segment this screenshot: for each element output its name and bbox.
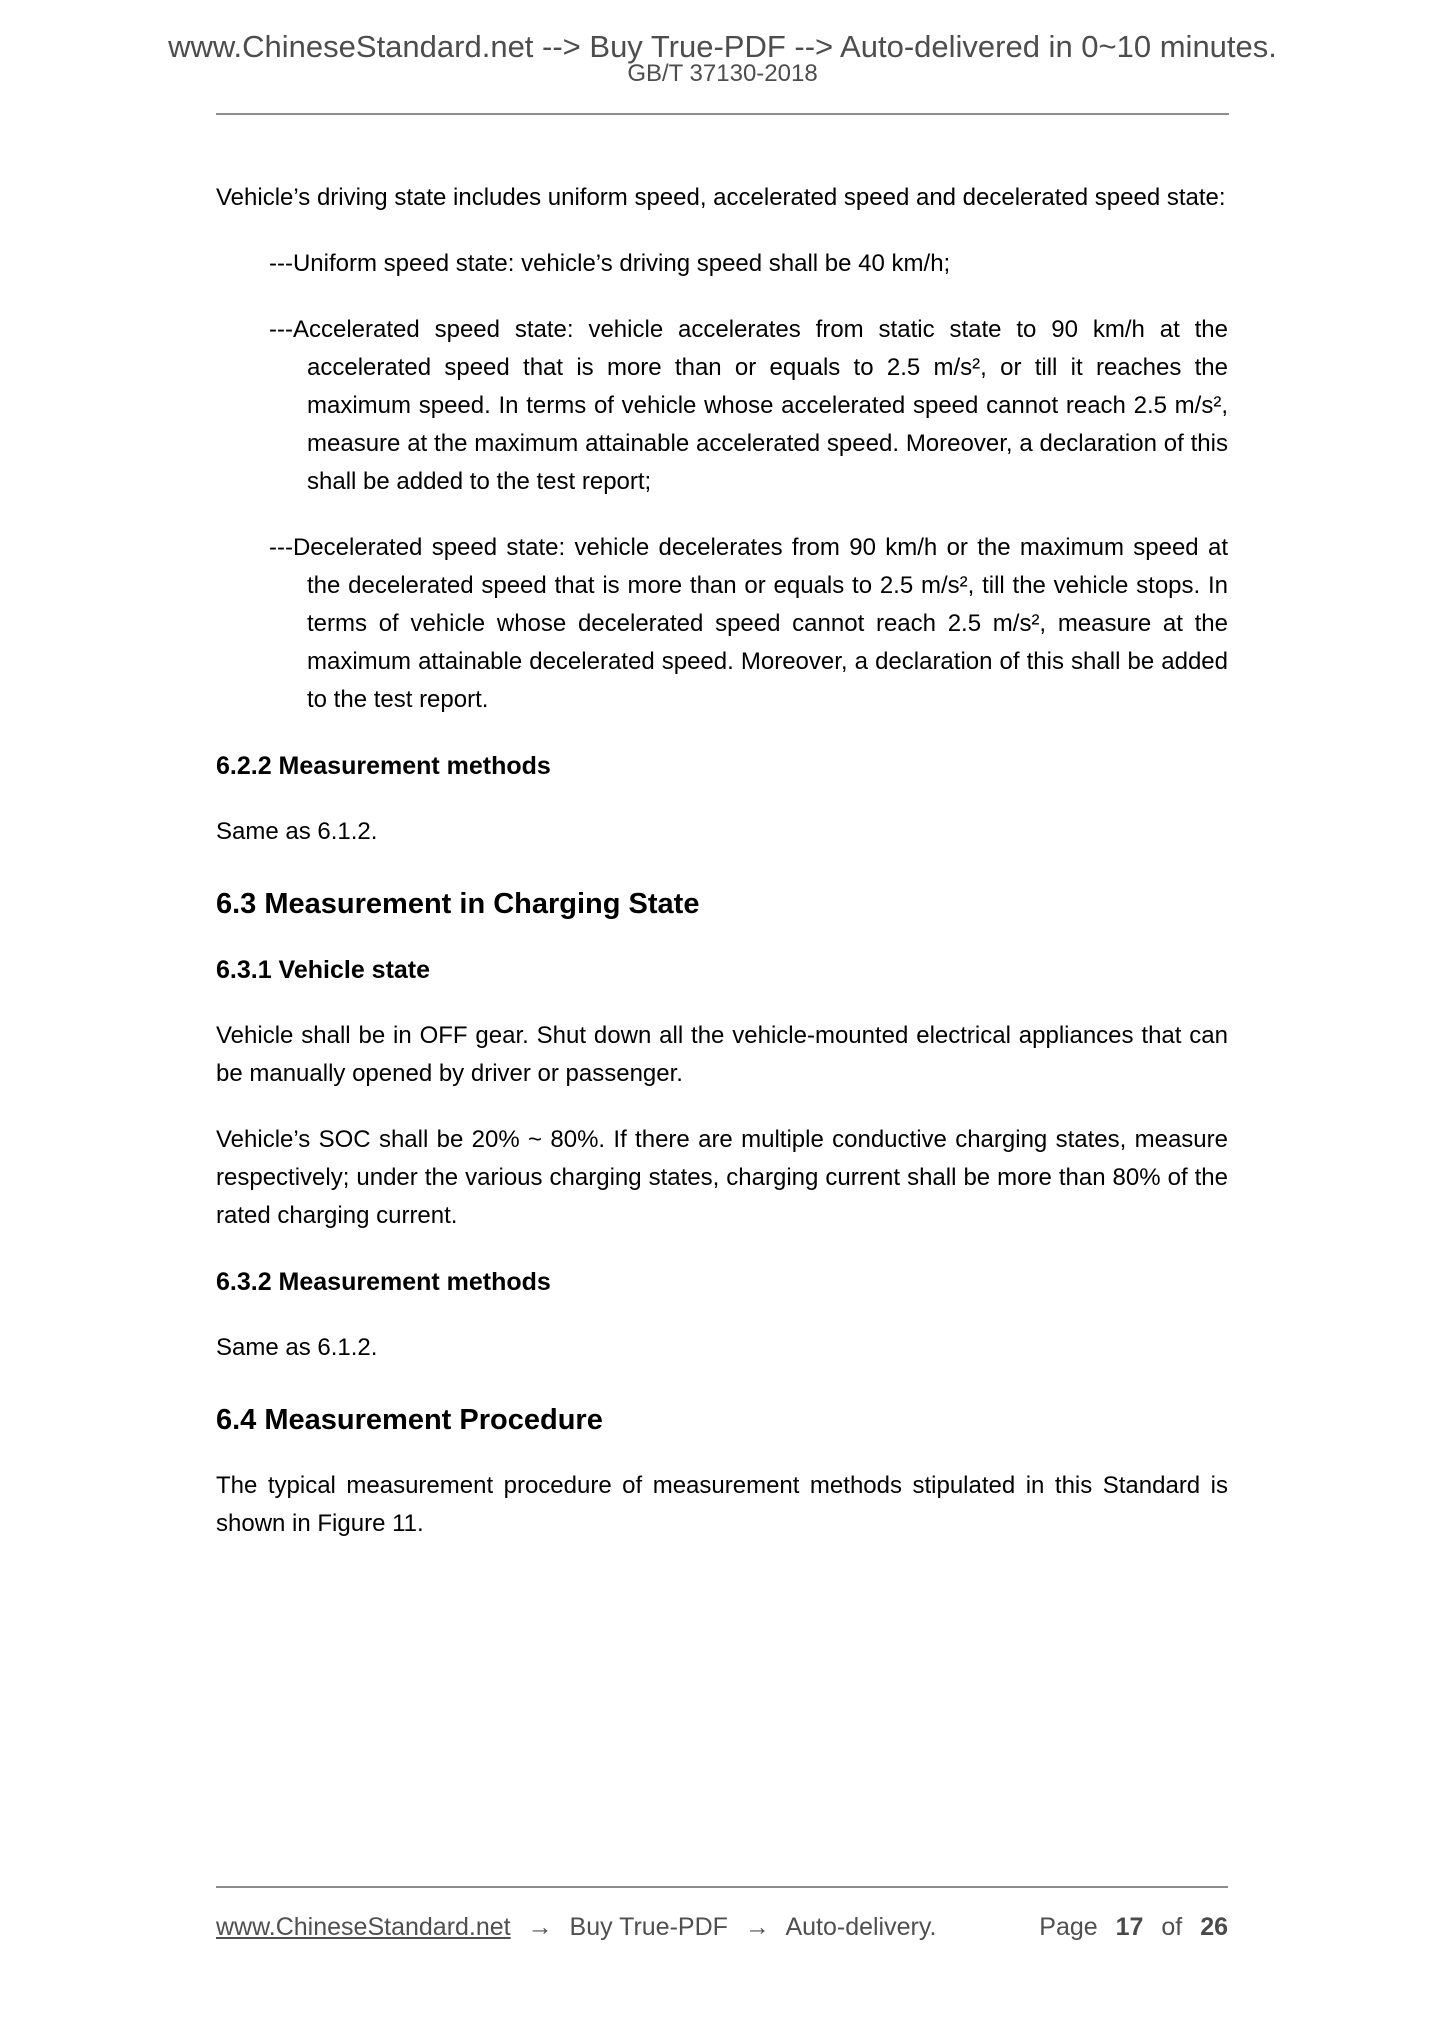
arrow-right-icon: →	[744, 1913, 770, 1941]
list-item-accelerated-speed: ---Accelerated speed state: vehicle accelerates from static state to 90 km/h at the accelerated speed that is more than or equals to 2.5 m/s², or till it reaches the maximum speed. In terms of vehicle whose accelerated speed cannot reach 2.5 m/s², measure at the maximum attainable accelerated speed. Moreover, a declaration of this shall be added to the test report;	[269, 316, 1228, 495]
footer-left	[216, 1912, 936, 1942]
document-header	[0, 0, 1445, 87]
document-body	[216, 115, 1228, 1543]
header-promo-text: www.ChineseStandard.net --> Buy True-PDF --> Auto-delivered in 0~10 minutes.	[168, 29, 1277, 64]
footer-buy-label: Buy True-PDF	[569, 1913, 728, 1941]
arrow-right-icon: →	[527, 1913, 553, 1941]
page-number-total: 26	[1200, 1913, 1228, 1941]
paragraph-intro: Vehicle’s driving state includes uniform speed, accelerated speed and decelerated speed state:	[216, 184, 1226, 211]
heading-6-2-2: 6.2.2 Measurement methods	[216, 752, 551, 780]
heading-6-3-2: 6.3.2 Measurement methods	[216, 1268, 551, 1296]
list-item-uniform-speed: ---Uniform speed state: vehicle’s driving speed shall be 40 km/h;	[269, 250, 951, 277]
paragraph-vehicle-off-gear: Vehicle shall be in OFF gear. Shut down all the vehicle-mounted electrical appliances that can be manually opened by driver or passenger.	[216, 1022, 1228, 1087]
footer-row	[216, 1912, 1228, 1942]
paragraph-same-as-6-1-2-b: Same as 6.1.2.	[216, 1334, 378, 1361]
heading-6-4: 6.4 Measurement Procedure	[216, 1404, 603, 1436]
page-of-label: of	[1161, 1913, 1183, 1941]
page-label: Page	[1039, 1913, 1098, 1941]
heading-6-3-1: 6.3.1 Vehicle state	[216, 956, 431, 984]
paragraph-soc: Vehicle’s SOC shall be 20% ~ 80%. If there are multiple conductive charging states, measure respectively; under the various charging states, charging current shall be more than 80% of the rated charging current.	[216, 1126, 1228, 1229]
standard-code: GB/T 37130-2018	[627, 60, 818, 87]
page-number-current: 17	[1115, 1913, 1144, 1941]
page-footer	[216, 1886, 1228, 1942]
footer-delivery-label: Auto-delivery.	[785, 1913, 937, 1941]
paragraph-same-as-6-1-2: Same as 6.1.2.	[216, 818, 378, 845]
footer-site-link[interactable]: www.ChineseStandard.net	[216, 1913, 511, 1941]
heading-6-3: 6.3 Measurement in Charging State	[216, 888, 700, 920]
page-indicator	[1039, 1912, 1228, 1942]
paragraph-measurement-procedure: The typical measurement procedure of measurement methods stipulated in this Standard is shown in Figure 11.	[216, 1472, 1228, 1537]
list-item-decelerated-speed: ---Decelerated speed state: vehicle decelerates from 90 km/h or the maximum speed at the decelerated speed that is more than or equals to 2.5 m/s², till the vehicle stops. In terms of vehicle whose decelerated speed cannot reach 2.5 m/s², measure at the maximum attainable decelerated speed. Moreover, a declaration of this shall be added to the test report.	[269, 534, 1228, 713]
